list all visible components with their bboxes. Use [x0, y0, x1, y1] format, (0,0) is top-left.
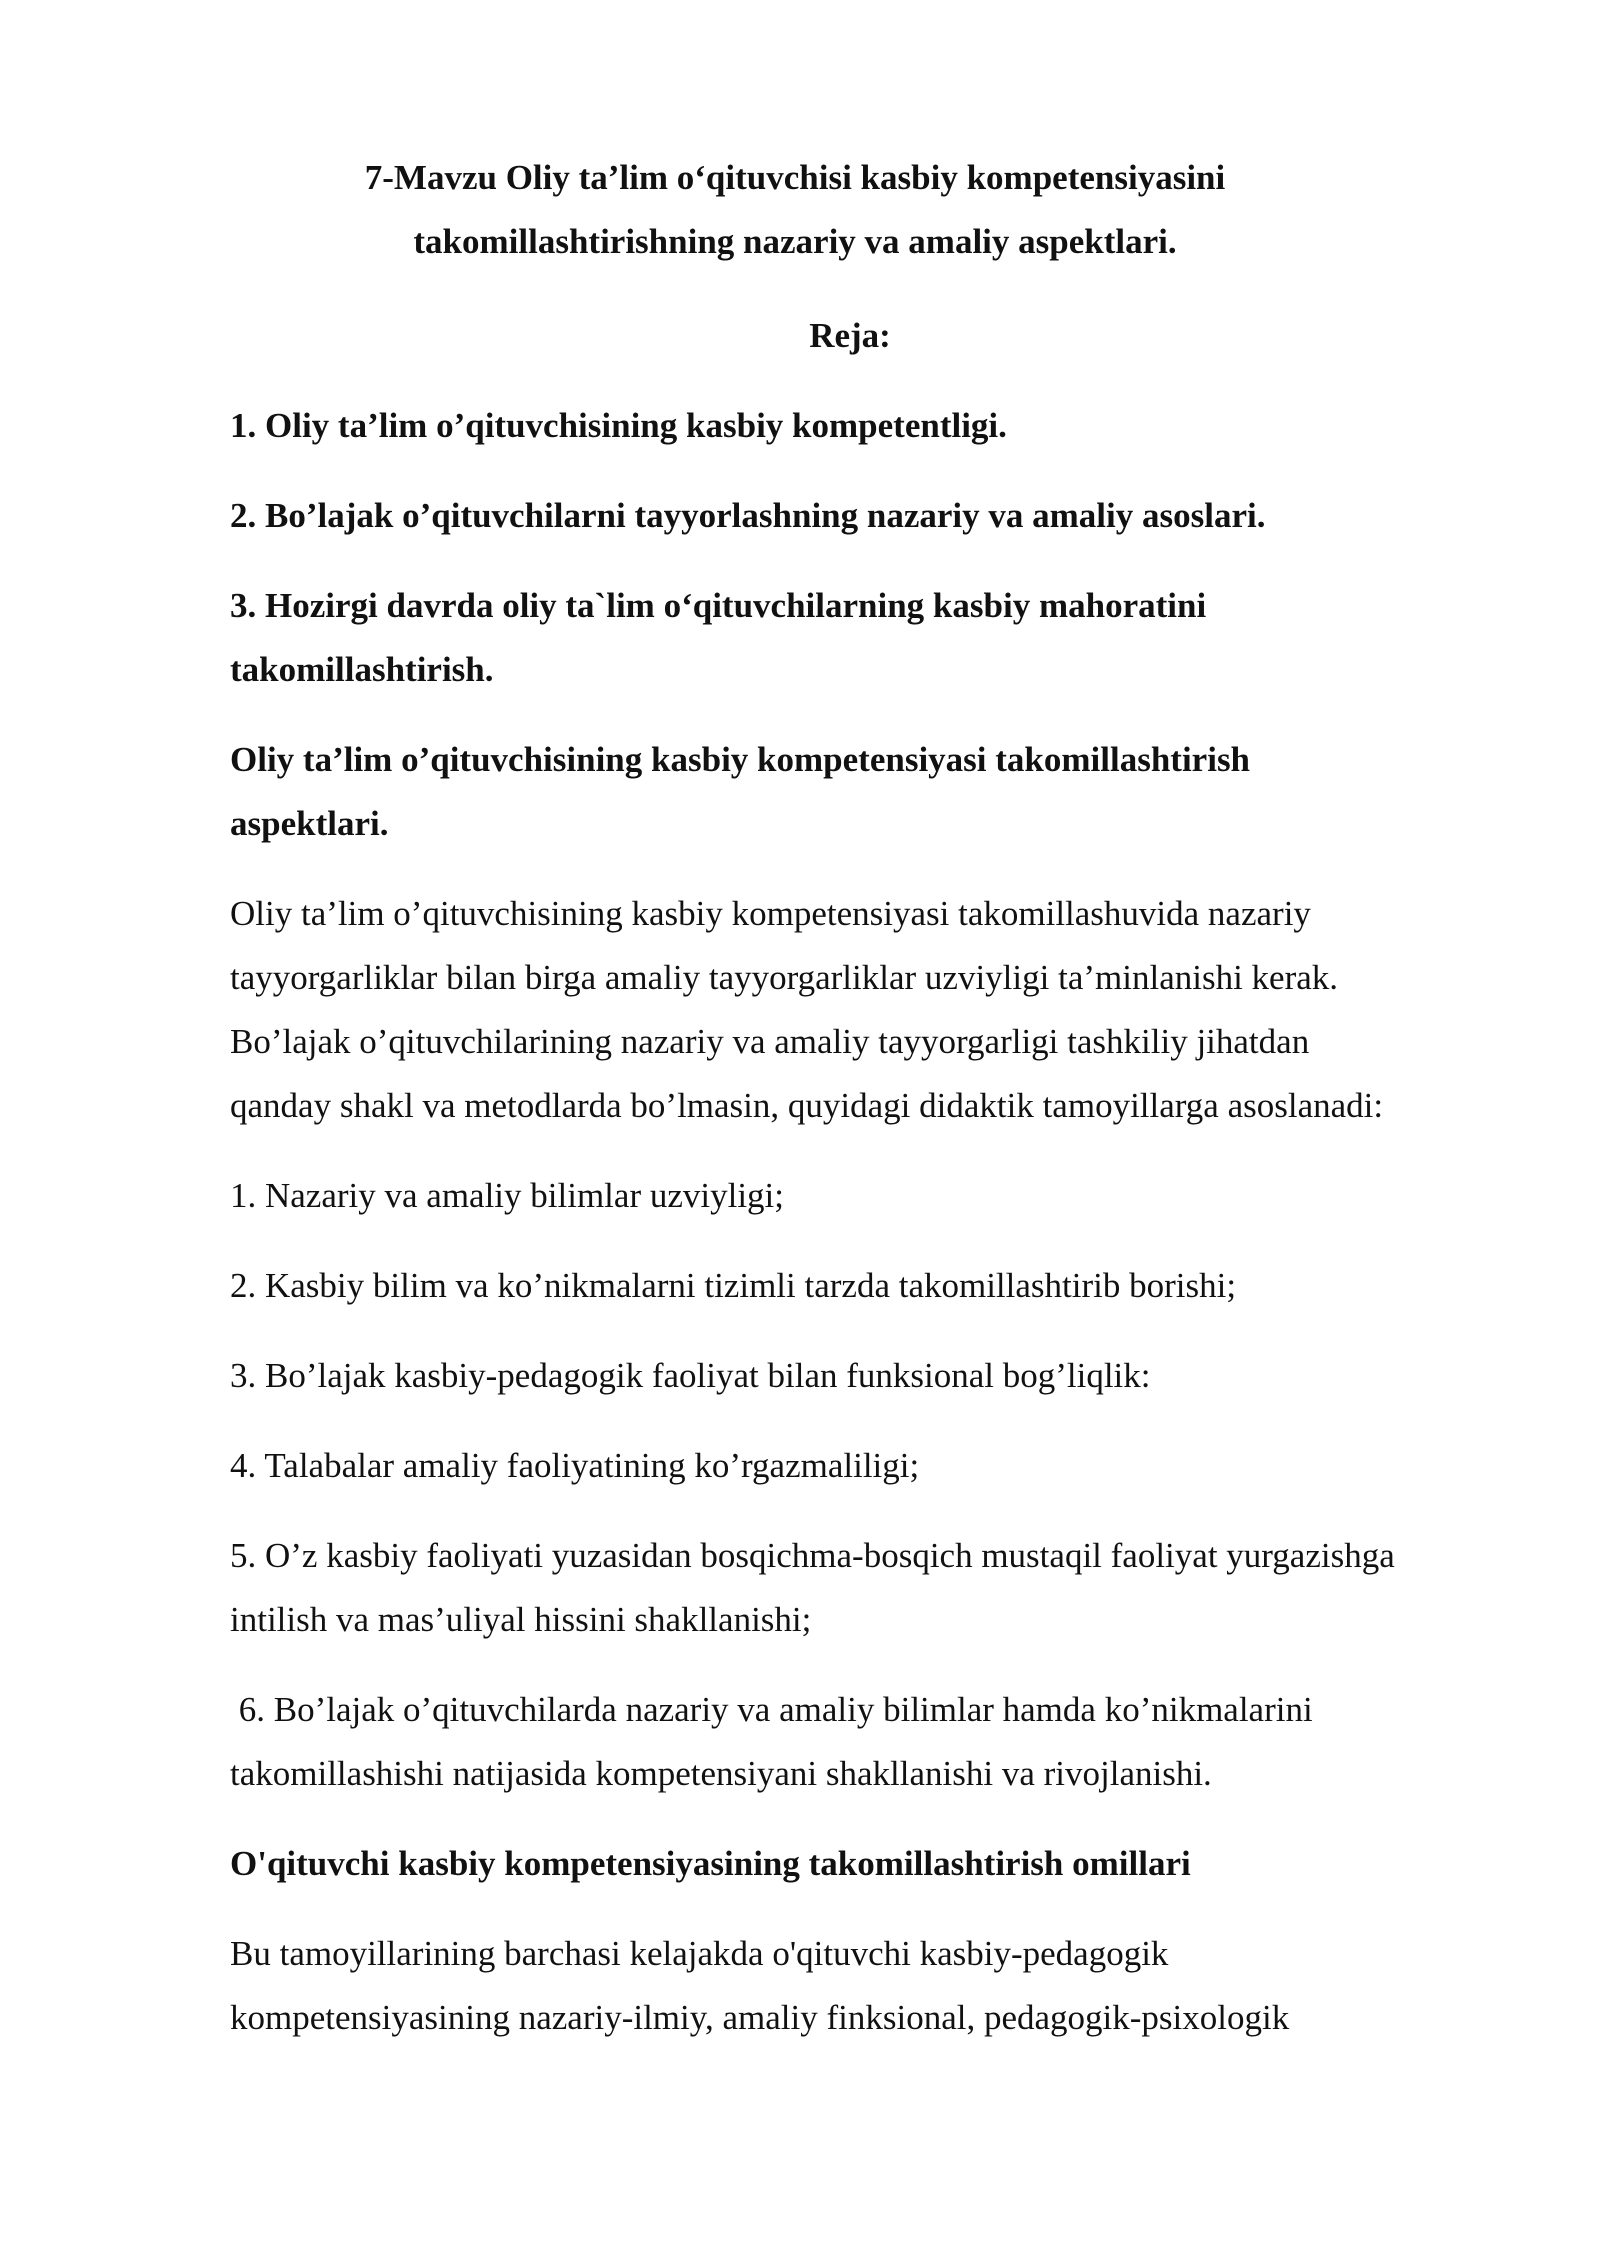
section-heading-line: Oliy ta’lim o’qituvchisining kasbiy kompetensiyasi takomillashtirish	[230, 740, 1251, 779]
principle-line: intilish va mas’uliyal hissini shakllanishi;	[230, 1600, 812, 1639]
paragraph-line: kompetensiyasining nazariy-ilmiy, amaliy finksional, pedagogik-psixologik	[230, 1998, 1290, 2037]
document-title	[230, 146, 1480, 274]
principle-item	[230, 1254, 1480, 1318]
principle-line: 6. Bo’lajak o’qituvchilarda nazariy va amaliy bilimlar hamda ko’nikmalarini	[230, 1690, 1313, 1729]
paragraph-line: Bu tamoyillarining barchasi kelajakda o'qituvchi kasbiy-pedagogik	[230, 1934, 1169, 1973]
title-line: takomillashtirishning nazariy va amaliy aspektlari.	[413, 222, 1177, 261]
plan-item-line: takomillashtirish.	[230, 650, 494, 689]
plan-item	[230, 394, 1480, 458]
principle-line: 5. O’z kasbiy faoliyati yuzasidan bosqichma-bosqich mustaqil faoliyat yurgazishga	[230, 1536, 1395, 1575]
plan-item-line: 3. Hozirgi davrda oliy ta`lim o‘qituvchilarning kasbiy mahoratini	[230, 586, 1207, 625]
section-heading-line: aspektlari.	[230, 804, 389, 843]
intro-paragraph	[230, 882, 1480, 1138]
paragraph-line: Oliy ta’lim o’qituvchisining kasbiy kompetensiyasi takomillashuvida nazariy	[230, 894, 1311, 933]
paragraph-line: qanday shakl va metodlarda bo’lmasin, quyidagi didaktik tamoyillarga asoslanadi:	[230, 1086, 1384, 1125]
principle-line: 4. Talabalar amaliy faoliyatining ko’rgazmaliligi;	[230, 1446, 920, 1485]
plan-heading: Reja:	[809, 316, 891, 355]
paragraph-line: tayyorgarliklar bilan birga amaliy tayyorgarliklar uzviyligi ta’minlanishi kerak.	[230, 958, 1339, 997]
principle-item	[230, 1678, 1480, 1806]
section-heading	[230, 1832, 1480, 1896]
principle-line: 3. Bo’lajak kasbiy-pedagogik faoliyat bilan funksional bog’liqlik:	[230, 1356, 1151, 1395]
plan-item-line: 1. Oliy ta’lim o’qituvchisining kasbiy kompetentligi.	[230, 406, 1007, 445]
plan-item	[230, 574, 1480, 702]
principle-line: 2. Kasbiy bilim va ko’nikmalarni tizimli tarzda takomillashtirib borishi;	[230, 1266, 1237, 1305]
plan-item-line: 2. Bo’lajak o’qituvchilarni tayyorlashning nazariy va amaliy asoslari.	[230, 496, 1266, 535]
principle-line: 1. Nazariy va amaliy bilimlar uzviyligi;	[230, 1176, 785, 1215]
principle-item	[230, 1434, 1480, 1498]
plan-item	[230, 484, 1480, 548]
principle-line: takomillashishi natijasida kompetensiyani shakllanishi va rivojlanishi.	[230, 1754, 1212, 1793]
principle-item	[230, 1524, 1480, 1652]
closing-paragraph	[230, 1922, 1480, 2050]
principle-item	[230, 1344, 1480, 1408]
title-line: 7-Mavzu Oliy ta’lim o‘qituvchisi kasbiy kompetensiyasini	[364, 158, 1226, 197]
paragraph-line: Bo’lajak o’qituvchilarining nazariy va amaliy tayyorgarligi tashkiliy jihatdan	[230, 1022, 1310, 1061]
section-heading	[230, 728, 1480, 856]
section-heading-line: O'qituvchi kasbiy kompetensiyasining takomillashtirish omillari	[230, 1844, 1191, 1883]
principle-item	[230, 1164, 1480, 1228]
